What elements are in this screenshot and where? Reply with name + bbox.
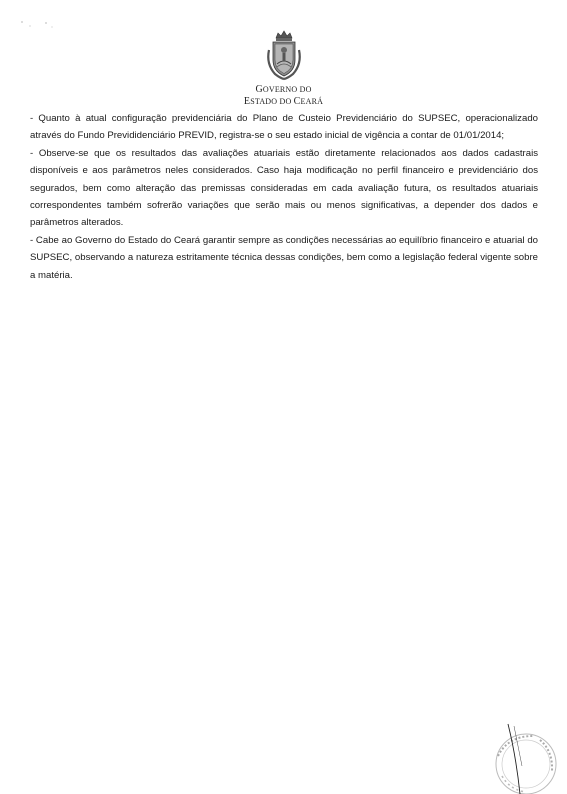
org-line-1: GOVERNO DO — [255, 84, 312, 95]
letterhead — [0, 30, 567, 108]
document-body — [30, 110, 538, 284]
paragraph: - Observe-se que os resultados das avaliações atuariais estão diretamente relacionados aos dados cadastrais disponíveis e aos parâmetros neles considerados. Caso haja modificação no perfil financeiro e previdenciário dos segurados, bem como alteração das premissas consideradas em cada avaliação futura, os resultados atuariais correspondentes também sofrerão variações que serão mais ou menos significativas, a depender dos dados e parâmetros alterados. — [30, 147, 538, 229]
state-coat-of-arms-icon — [263, 30, 305, 82]
paragraph: - Quanto à atual configuração previdenciária do Plano de Custeio Previdenciário do SUPSEC, operacionalizado através do Fundo Prevididenciário PREVID, registra-se o seu estado inicial de vigência a contar de 01/01/2014; — [30, 113, 538, 142]
paragraph: - Cabe ao Governo do Estado do Ceará garantir sempre as condições necessárias ao equilíbrio financeiro e atuarial do SUPSEC, observando a natureza estritamente técnica dessas condições, bem como a legislação federal vigente sobre a matéria. — [30, 234, 538, 281]
org-line-2: ESTADO DO CEARÁ — [243, 96, 324, 107]
organization-name — [0, 84, 567, 108]
round-stamp-icon — [478, 716, 558, 794]
